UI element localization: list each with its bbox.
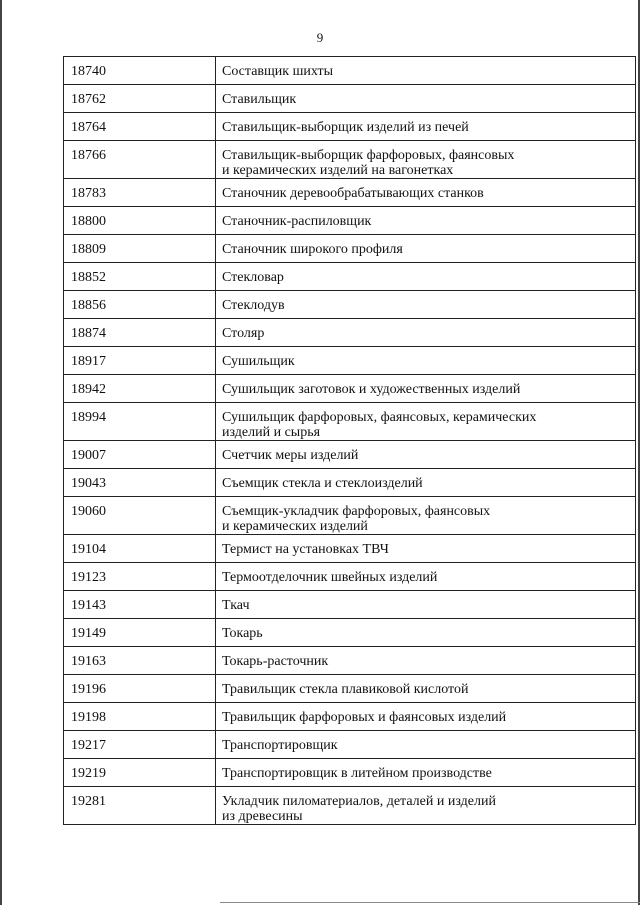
profession-name: Составщик шихты xyxy=(216,57,636,85)
table-row xyxy=(64,375,636,403)
profession-name: Токарь-расточник xyxy=(216,647,636,675)
scan-edge-mark xyxy=(0,0,2,905)
table-row xyxy=(64,179,636,207)
profession-codes-table xyxy=(63,56,636,825)
profession-name: Стеклодув xyxy=(216,291,636,319)
table-row xyxy=(64,85,636,113)
profession-code: 18874 xyxy=(64,319,216,347)
table-row xyxy=(64,113,636,141)
profession-code: 19043 xyxy=(64,469,216,497)
table-row xyxy=(64,535,636,563)
table-row xyxy=(64,291,636,319)
table-row xyxy=(64,591,636,619)
profession-name: Ставильщик-выборщик изделий из печей xyxy=(216,113,636,141)
profession-name: Станочник-распиловщик xyxy=(216,207,636,235)
profession-code: 18917 xyxy=(64,347,216,375)
profession-code: 19219 xyxy=(64,759,216,787)
profession-code: 18800 xyxy=(64,207,216,235)
profession-name: Травильщик стекла плавиковой кислотой xyxy=(216,675,636,703)
profession-name: Станочник деревообрабатывающих станков xyxy=(216,179,636,207)
profession-name: Токарь xyxy=(216,619,636,647)
scan-edge-mark xyxy=(220,902,640,903)
profession-code: 18852 xyxy=(64,263,216,291)
table-row xyxy=(64,787,636,825)
profession-name: Станочник широкого профиля xyxy=(216,235,636,263)
profession-name: Ставильщик xyxy=(216,85,636,113)
profession-code: 18809 xyxy=(64,235,216,263)
table-row xyxy=(64,469,636,497)
profession-code: 19163 xyxy=(64,647,216,675)
profession-code: 19007 xyxy=(64,441,216,469)
profession-code: 18740 xyxy=(64,57,216,85)
profession-name: Счетчик меры изделий xyxy=(216,441,636,469)
profession-name: Ставильщик-выборщик фарфоровых, фаянсовых и керамических изделий на вагонетках xyxy=(216,141,636,179)
profession-name: Сушильщик фарфоровых, фаянсовых, керамических изделий и сырья xyxy=(216,403,636,441)
profession-code: 18783 xyxy=(64,179,216,207)
profession-name: Сушильщик xyxy=(216,347,636,375)
profession-name: Столяр xyxy=(216,319,636,347)
table-row xyxy=(64,57,636,85)
table-row xyxy=(64,731,636,759)
profession-code: 18764 xyxy=(64,113,216,141)
profession-name: Термист на установках ТВЧ xyxy=(216,535,636,563)
table-row xyxy=(64,141,636,179)
profession-code: 19104 xyxy=(64,535,216,563)
table-row xyxy=(64,263,636,291)
table-row xyxy=(64,497,636,535)
profession-code: 19149 xyxy=(64,619,216,647)
table-body xyxy=(64,57,636,825)
profession-code: 18994 xyxy=(64,403,216,441)
table-row xyxy=(64,675,636,703)
table-row xyxy=(64,441,636,469)
profession-code: 19143 xyxy=(64,591,216,619)
profession-name: Термоотделочник швейных изделий xyxy=(216,563,636,591)
profession-name: Съемщик стекла и стеклоизделий xyxy=(216,469,636,497)
profession-code: 19281 xyxy=(64,787,216,825)
table-row xyxy=(64,207,636,235)
profession-name: Стекловар xyxy=(216,263,636,291)
profession-code: 19123 xyxy=(64,563,216,591)
table-row xyxy=(64,403,636,441)
profession-code: 18762 xyxy=(64,85,216,113)
profession-code: 18766 xyxy=(64,141,216,179)
profession-name: Ткач xyxy=(216,591,636,619)
profession-code: 18942 xyxy=(64,375,216,403)
profession-name: Съемщик-укладчик фарфоровых, фаянсовых и керамических изделий xyxy=(216,497,636,535)
profession-name: Транспортировщик xyxy=(216,731,636,759)
table-row xyxy=(64,235,636,263)
table-row xyxy=(64,563,636,591)
profession-code: 18856 xyxy=(64,291,216,319)
table-row xyxy=(64,347,636,375)
table-row xyxy=(64,703,636,731)
page-number: 9 xyxy=(316,30,324,45)
profession-code: 19217 xyxy=(64,731,216,759)
table-row xyxy=(64,647,636,675)
table-row xyxy=(64,619,636,647)
profession-name: Травильщик фарфоровых и фаянсовых изделий xyxy=(216,703,636,731)
profession-name: Укладчик пиломатериалов, деталей и изделий из древесины xyxy=(216,787,636,825)
table-row xyxy=(64,319,636,347)
profession-name: Сушильщик заготовок и художественных изделий xyxy=(216,375,636,403)
profession-code: 19060 xyxy=(64,497,216,535)
profession-code: 19196 xyxy=(64,675,216,703)
table-row xyxy=(64,759,636,787)
profession-name: Транспортировщик в литейном производстве xyxy=(216,759,636,787)
profession-code: 19198 xyxy=(64,703,216,731)
